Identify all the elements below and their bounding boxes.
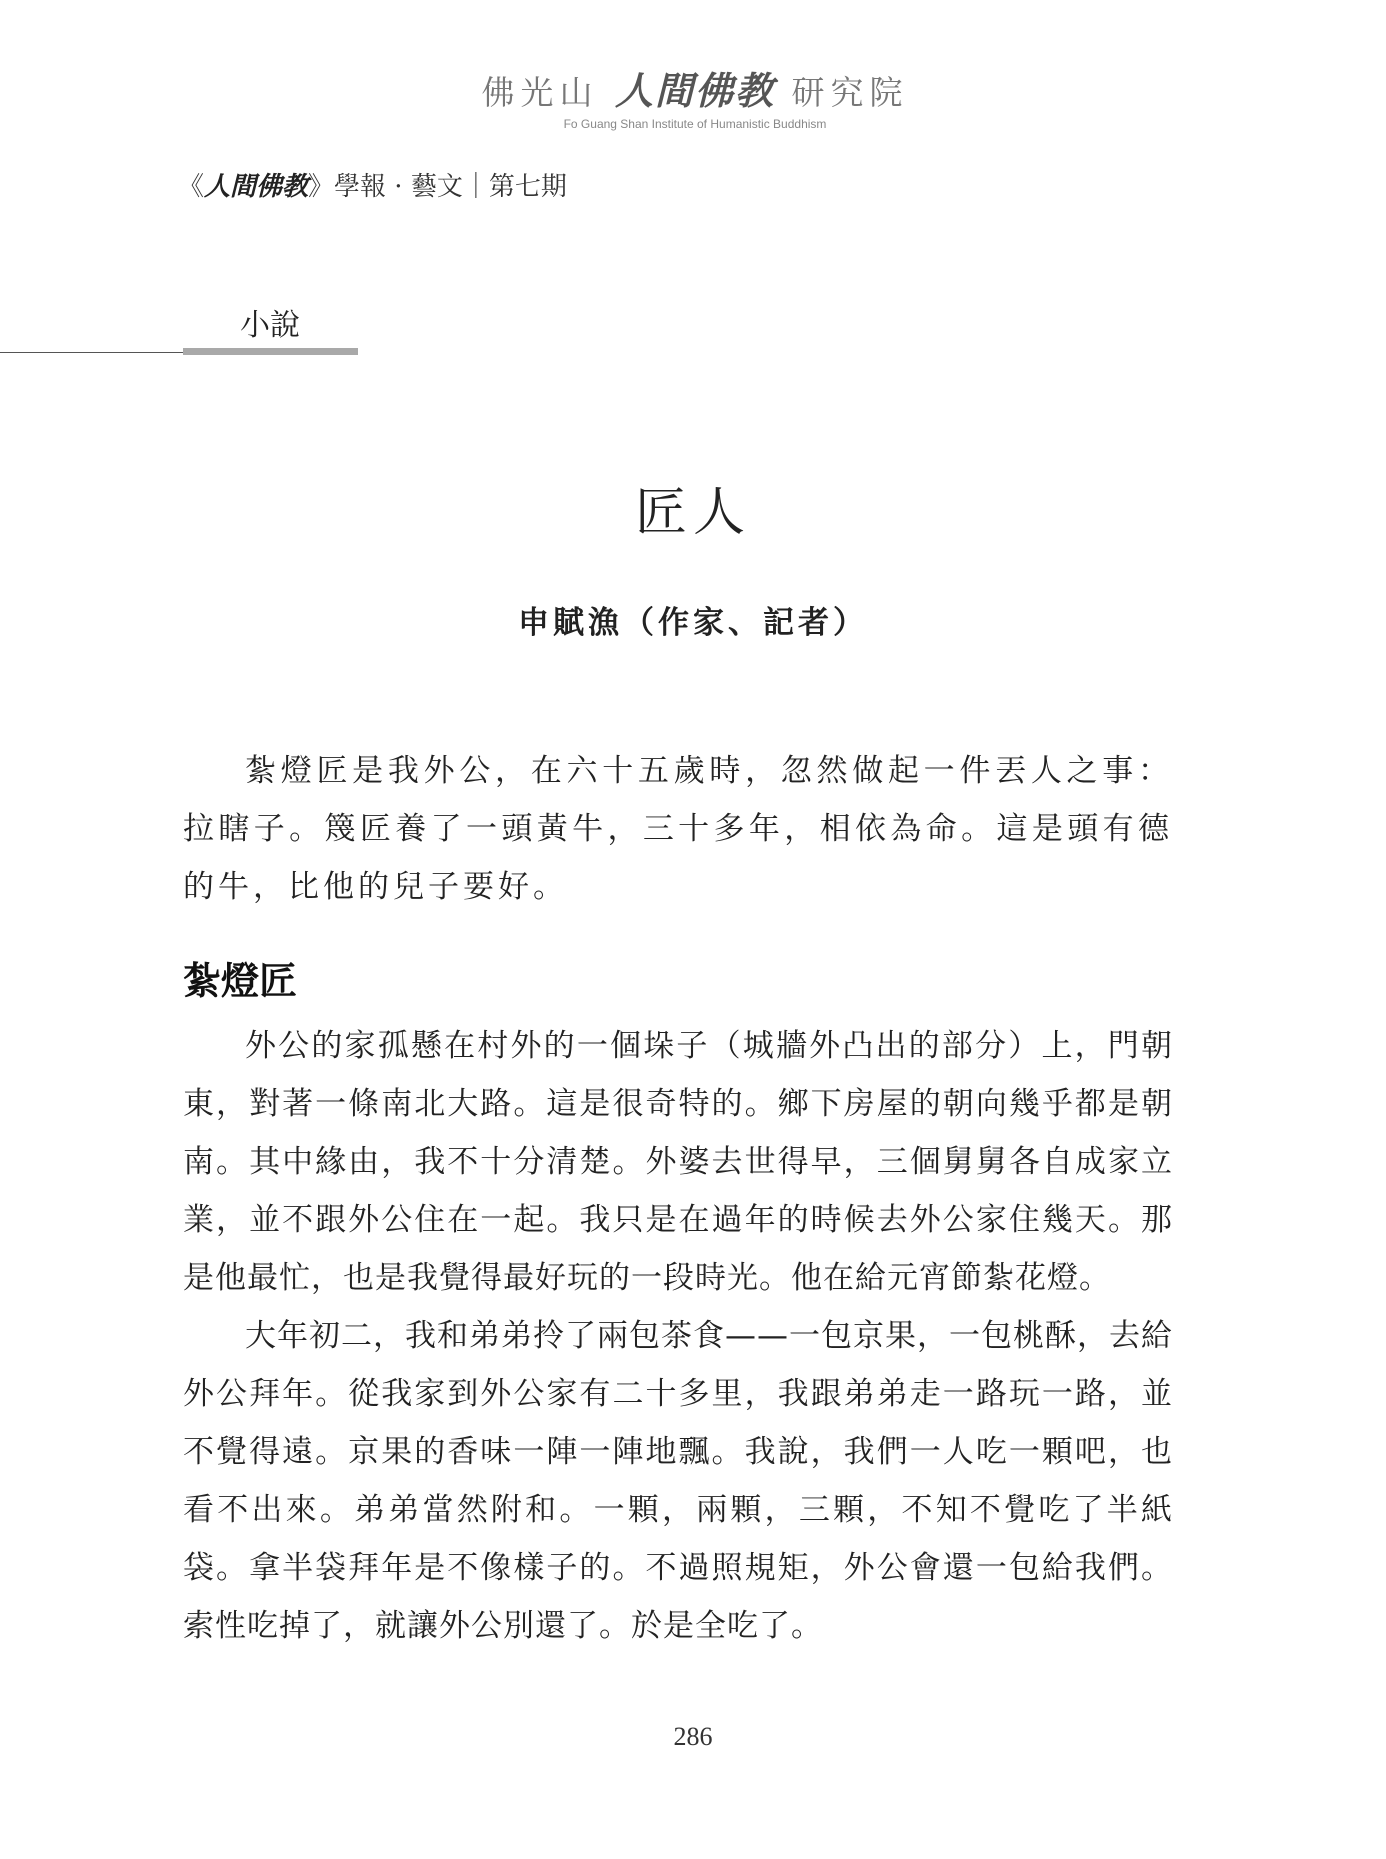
section-label: 小說 <box>240 308 300 343</box>
institute-name <box>480 60 910 115</box>
body-paragraph: 外公的家孤懸在村外的一個垛子（城牆外凸出的部分）上，門朝東，對著一條南北大路。這是很奇特的。鄉下房屋的朝向幾乎都是朝南。其中緣由，我不十分清楚。外婆去世得早，三個舅舅各自成家立業，並不跟外公住在一起。我只是在過年的時候去外公家住幾天。那是他最忙，也是我覺得最好玩的一段時光。他在給元宵節紮花燈。 <box>183 1028 1173 1296</box>
article-intro <box>183 742 1173 916</box>
institute-logo: 人間佛教 <box>614 69 775 113</box>
body-paragraph: 大年初二，我和弟弟拎了兩包茶食——一包京果，一包桃酥，去給外公拜年。從我家到外公家有二十多里，我跟弟弟走一路玩一路，並不覺得遠。京果的香味一陣一陣地飄。我說，我們一人吃一顆吧，也看不出來。弟弟當然附和。一顆，兩顆，三顆，不知不覺吃了半紙袋。拿半袋拜年是不像樣子的。不過照規矩，外公會還一包給我們。索性吃掉了，就讓外公別還了。於是全吃了。 <box>183 1318 1173 1644</box>
article-title: 匠人 <box>634 483 751 543</box>
institute-suffix: 研究院 <box>791 73 909 112</box>
institute-english-name: Fo Guang Shan Institute of Humanistic Buddhism <box>563 117 827 131</box>
section-subheading: 紮燈匠 <box>183 958 298 1003</box>
intro-paragraph: 紮燈匠是我外公，在六十五歲時，忽然做起一件丟人之事：拉瞎子。篾匠養了一頭黃牛，三十多年，相依為命。這是頭有德的牛，比他的兒子要好。 <box>183 753 1173 905</box>
institute-prefix: 佛光山 <box>481 73 599 112</box>
institute-header <box>480 60 910 131</box>
article-body <box>183 1017 1173 1655</box>
page-number: 286 <box>673 1722 713 1751</box>
journal-issue: 》學報 · 藝文｜第七期 <box>308 172 567 202</box>
journal-open-bracket: 《 <box>178 172 205 202</box>
journal-logo: 人間佛教 <box>204 172 309 202</box>
journal-header <box>178 166 567 203</box>
article-author: 申賦漁（作家、記者） <box>518 605 868 641</box>
section-underline <box>183 348 358 355</box>
